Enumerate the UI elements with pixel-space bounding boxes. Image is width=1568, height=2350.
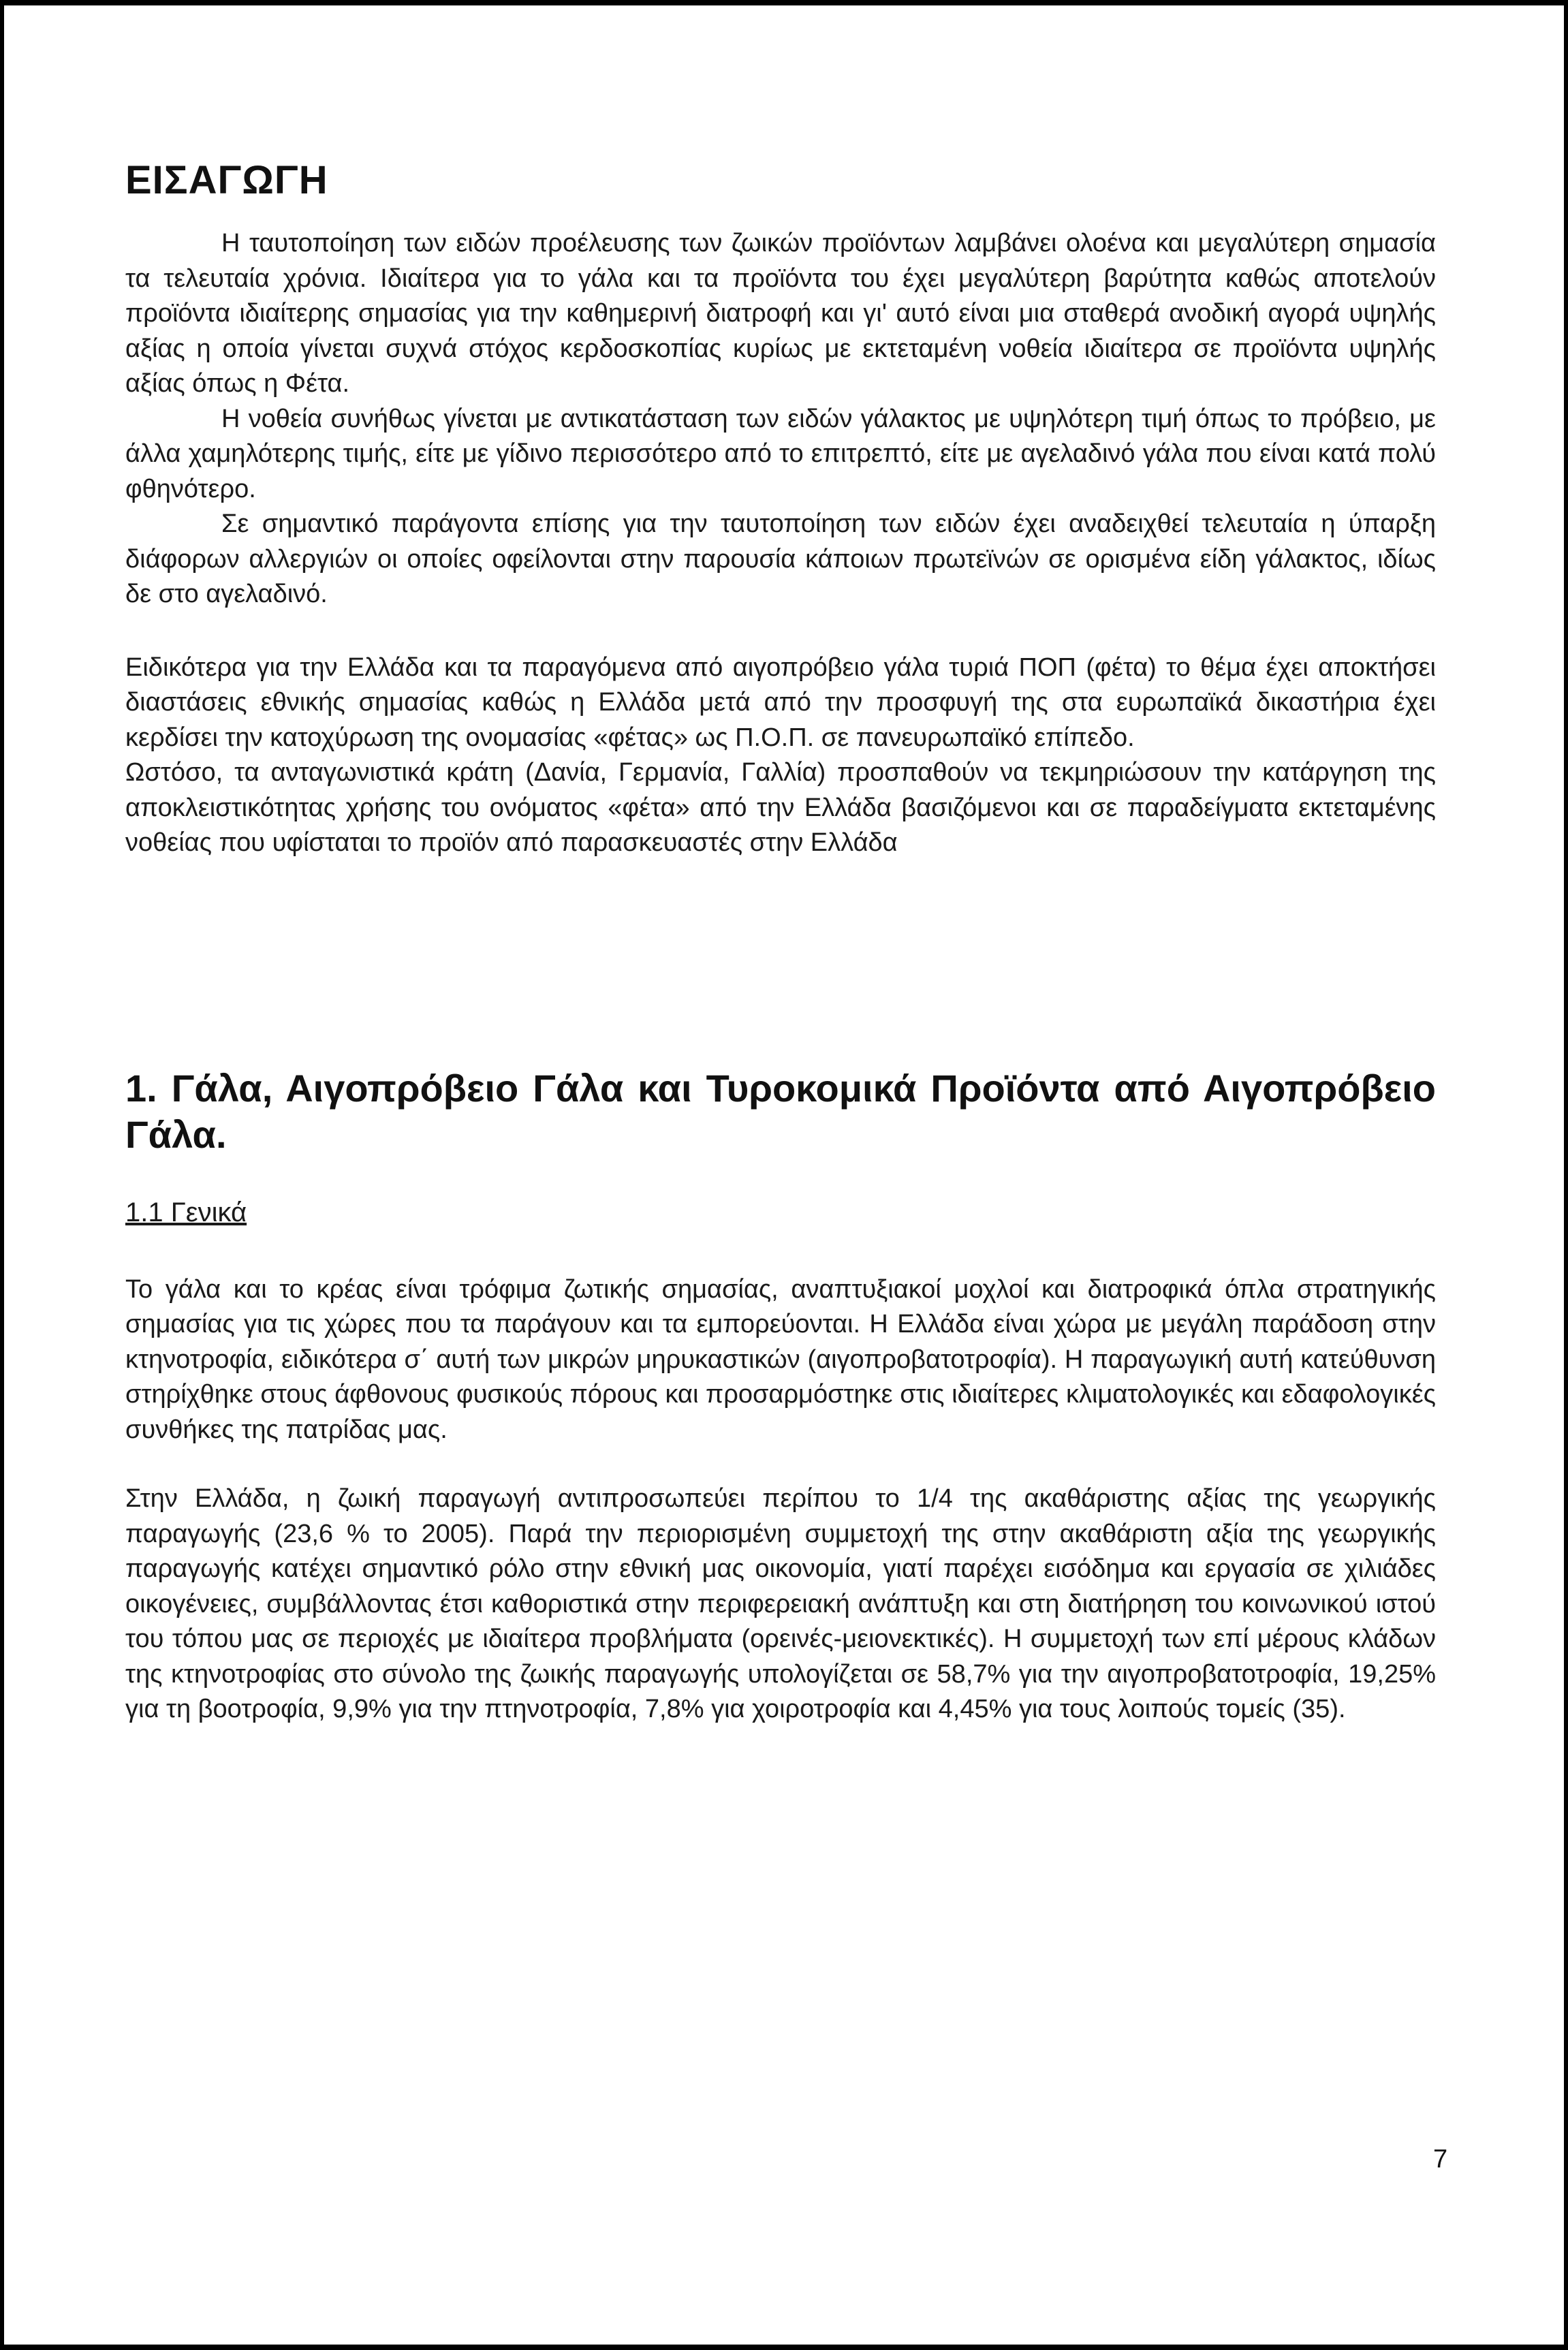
intro-paragraph-3: Σε σημαντικό παράγοντα επίσης για την ταυτοποίηση των ειδών έχει αναδειχθεί τελευταία η ύπαρξη διάφορων αλλεργιών οι οποίες οφείλονται στην παρουσία κάποιων πρωτεϊνών σε ορισμένα είδη γάλακτος, ιδίως δε στο αγελαδινό.: [125, 510, 1436, 608]
subsection-heading: 1.1 Γενικά: [125, 1197, 247, 1227]
intro-paragraph-5: Ωστόσο, τα ανταγωνιστικά κράτη (Δανία, Γερμανία, Γαλλία) προσπαθούν να τεκμηριώσουν την κατάργηση της αποκλειστικότητας χρήσης του ονόματος «φέτα» από την Ελλάδα βασιζόμενοι και σε παραδείγματα εκτεταμένης νοθείας που υφίσταται το προϊόν από παρασκευαστές στην Ελλάδα: [125, 758, 1436, 857]
intro-heading: ΕΙΣΑΓΩΓΗ: [125, 158, 328, 202]
page-number: 7: [1433, 2145, 1448, 2174]
page-content: [125, 5, 1436, 1727]
section-paragraph-2: Στην Ελλάδα, η ζωική παραγωγή αντιπροσωπεύει περίπου το 1/4 της ακαθάριστης αξίας της γεωργικής παραγωγής (23,6 % το 2005). Παρά την περιορισμένη συμμετοχή της στην ακαθάριστη αξία της γεωργικής παραγωγής κατέχει σημαντικό ρόλο στην εθνική μας οικονομία, γιατί παρέχει εισόδημα και εργασία σε χιλιάδες οικογένειες, συμβάλλοντας έτσι καθοριστικά στην περιφερειακή ανάπτυξη και στη διατήρηση του κοινωνικού ιστού του τόπου μας σε περιοχές με ιδιαίτερα προβλήματα (ορεινές-μειονεκτικές). Η συμμετοχή των επί μέρους κλάδων της κτηνοτροφίας στο σύνολο της ζωικής παραγωγής υπολογίζεται σε 58,7% για την αιγοπροβατοτροφία, 19,25% για τη βοοτροφία, 9,9% για την πτηνοτροφία, 7,8% για χοιροτροφία και 4,45% για τους λοιπούς τομείς (35).: [125, 1484, 1436, 1723]
intro-paragraph-1: Η ταυτοποίηση των ειδών προέλευσης των ζωικών προϊόντων λαμβάνει ολοένα και μεγαλύτερη σημασία τα τελευταία χρόνια. Ιδιαίτερα για το γάλα και τα προϊόντα του έχει μεγαλύτερη βαρύτητα καθώς αποτελούν προϊόντα ιδιαίτερης σημασίας για την καθημερινή διατροφή και γι' αυτό είναι μια σταθερά ανοδική αγορά υψηλής αξίας η οποία γίνεται συχνά στόχος κερδοσκοπίας κυρίως με εκτεταμένη νοθεία ιδιαίτερα σε προϊόντα υψηλής αξίας όπως η Φέτα.: [125, 229, 1436, 398]
section-heading: 1. Γάλα, Αιγοπρόβειο Γάλα και Τυροκομικά Προϊόντα από Αιγοπρόβειο Γάλα.: [125, 1066, 1436, 1156]
document-page: [4, 5, 1564, 2345]
intro-paragraph-2: Η νοθεία συνήθως γίνεται με αντικατάσταση των ειδών γάλακτος με υψηλότερη τιμή όπως το πρόβειο, με άλλα χαμηλότερης τιμής, είτε με γίδινο περισσότερο από το επιτρεπτό, είτε με αγελαδινό γάλα που είναι κατά πολύ φθηνότερο.: [125, 404, 1436, 503]
section-paragraph-1: Το γάλα και το κρέας είναι τρόφιμα ζωτικής σημασίας, αναπτυξιακοί μοχλοί και διατροφικά όπλα στρατηγικής σημασίας για τις χώρες που τα παράγουν και τα εμπορεύονται. Η Ελλάδα είναι χώρα με μεγάλη παράδοση στην κτηνοτροφία, ειδικότερα σ΄ αυτή των μικρών μηρυκαστικών (αιγοπροβατοτροφία). Η παραγωγική αυτή κατεύθυνση στηρίχθηκε στους άφθονους φυσικούς πόρους και προσαρμόστηκε στις ιδιαίτερες κλιματολογικές και εδαφολογικές συνθήκες της πατρίδας μας.: [125, 1274, 1436, 1444]
intro-paragraph-4: Ειδικότερα για την Ελλάδα και τα παραγόμενα από αιγοπρόβειο γάλα τυριά ΠΟΠ (φέτα) το θέμα έχει αποκτήσει διαστάσεις εθνικής σημασίας καθώς η Ελλάδα μετά από την προσφυγή της στα ευρωπαϊκά δικαστήρια έχει κερδίσει την κατοχύρωση της ονομασίας «φέτας» ως Π.Ο.Π. σε πανευρωπαϊκό επίπεδο.: [125, 653, 1436, 752]
